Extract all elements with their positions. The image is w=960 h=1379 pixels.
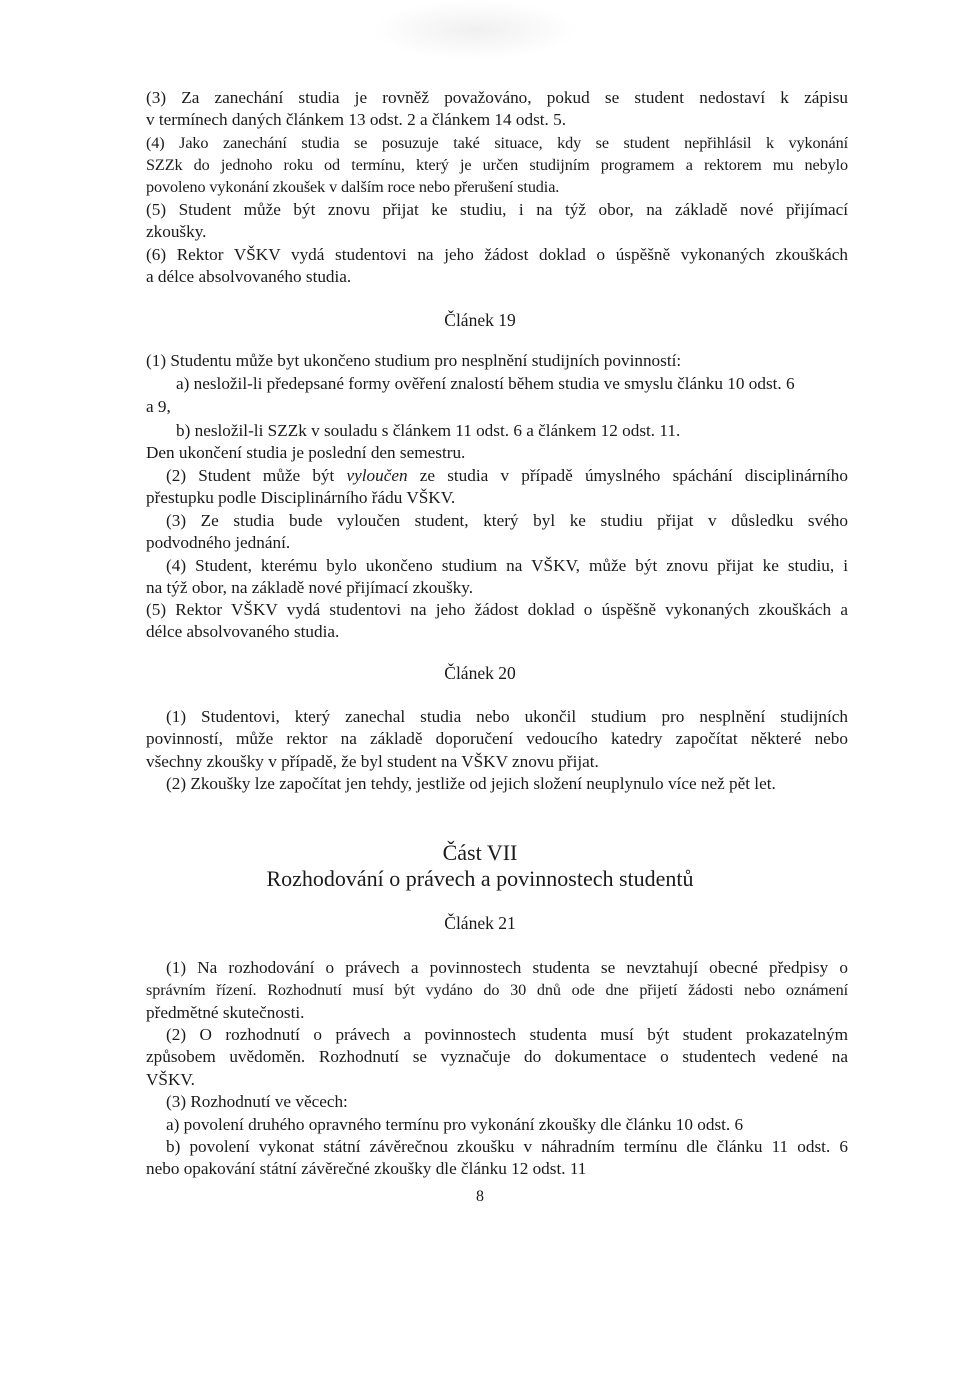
scan-smudge [370,0,580,60]
text-line: délce absolvovaného studia. [146,622,340,641]
text-line: a délce absolvovaného studia. [146,267,352,286]
text-line: na týž obor, na základě nové přijímací zkoušky. [146,578,474,597]
text-line: (1) Na rozhodování o právech a povinnostech studenta se nevztahují obecné předpisy o [166,958,848,977]
text-line: způsobem uvědoměn. Rozhodnutí se vyznačuje do dokumentace o studentech vedené na [146,1047,848,1066]
text-line: povoleno vykonání zkoušek v dalším roce nebo přerušení studia. [146,178,560,196]
text-line: VŠKV. [146,1070,195,1089]
text-line: přestupku podle Disciplinárního řádu VŠKV. [146,488,456,507]
text-line: (1) Studentu může byt ukončeno studium pro nesplnění studijních povinností: [146,351,682,370]
text-line: (3) Rozhodnutí ve věcech: [166,1092,348,1111]
text-line: povinností, může rektor na základě doporučení vedoucího katedry započítat některé nebo [146,729,848,748]
text-line: (2) O rozhodnutí o právech a povinnostech studenta musí být student prokazatelným [166,1025,848,1044]
text-line: a) nesložil-li předepsané formy ověření znalostí během studia ve smyslu článku 10 odst. 6 [176,374,795,393]
article-21-heading: Článek 21 [444,913,516,933]
text-line: (5) Rektor VŠKV vydá studentovi na jeho žádost doklad o úspěšně vykonaných zkouškách a [146,600,848,619]
text-line: (2) Zkoušky lze započítat jen tehdy, jestliže od jejich složení neuplynulo více než pět let. [166,774,776,793]
page-number: 8 [476,1188,484,1205]
part-7-subtitle: Rozhodování o právech a povinnostech studentů [266,866,694,891]
text-line: nebo opakování státní závěrečné zkoušky dle článku 12 odst. 11 [146,1159,587,1178]
text-line: v termínech daných článkem 13 odst. 2 a článkem 14 odst. 5. [146,110,567,129]
text-line: všechny zkoušky v případě, že byl student na VŠKV znovu přijat. [146,752,599,771]
text-line: a 9, [146,397,171,416]
text-line: b) povolení vykonat státní závěrečnou zkoušku v náhradním termínu dle článku 11 odst. 6 [166,1137,848,1156]
part-7-title: Část VII [442,840,518,865]
article-19-heading: Článek 19 [444,310,516,330]
text-line: (1) Studentovi, který zanechal studia nebo ukončil studium pro nesplnění studijních [166,707,848,726]
text-line: (5) Student může být znovu přijat ke studiu, i na týž obor, na základě nové přijímací [146,200,848,219]
emphasis: vyloučen [346,466,408,485]
text-line: předmětné skutečnosti. [146,1003,305,1022]
text-line: (4) Jako zanechání studia se posuzuje také situace, kdy se student nepřihlásil k vykonání [146,134,848,152]
text-line: zkoušky. [146,222,207,241]
text-line: (3) Ze studia bude vyloučen student, který byl ke studiu přijat v důsledku svého [166,511,848,530]
text-line: Den ukončení studia je poslední den semestru. [146,443,466,462]
text-line: a) povolení druhého opravného termínu pro vykonání zkoušky dle článku 10 odst. 6 [166,1115,744,1134]
text-line: (6) Rektor VŠKV vydá studentovi na jeho žádost doklad o úspěšně vykonaných zkouškách [146,245,848,264]
text-line: b) nesložil-li SZZk v souladu s článkem 11 odst. 6 a článkem 12 odst. 11. [176,421,681,440]
text-line: (4) Student, kterému bylo ukončeno studium na VŠKV, může být znovu přijat ke studiu, i [166,556,848,575]
text-line: podvodného jednání. [146,533,291,552]
text-line: správním řízení. Rozhodnutí musí být vydáno do 30 dnů ode dne přijetí žádosti nebo oznámení [146,981,848,999]
text-line: SZZk do jednoho roku od termínu, který je určen studijním programem a rektorem mu nebylo [146,156,848,174]
text-line: (2) Student může být vyloučen ze studia v případě úmyslného spáchání disciplinárního [166,466,848,485]
text-line: (3) Za zanechání studia je rovněž považováno, pokud se student nedostaví k zápisu [146,88,848,107]
article-20-heading: Článek 20 [444,663,516,683]
